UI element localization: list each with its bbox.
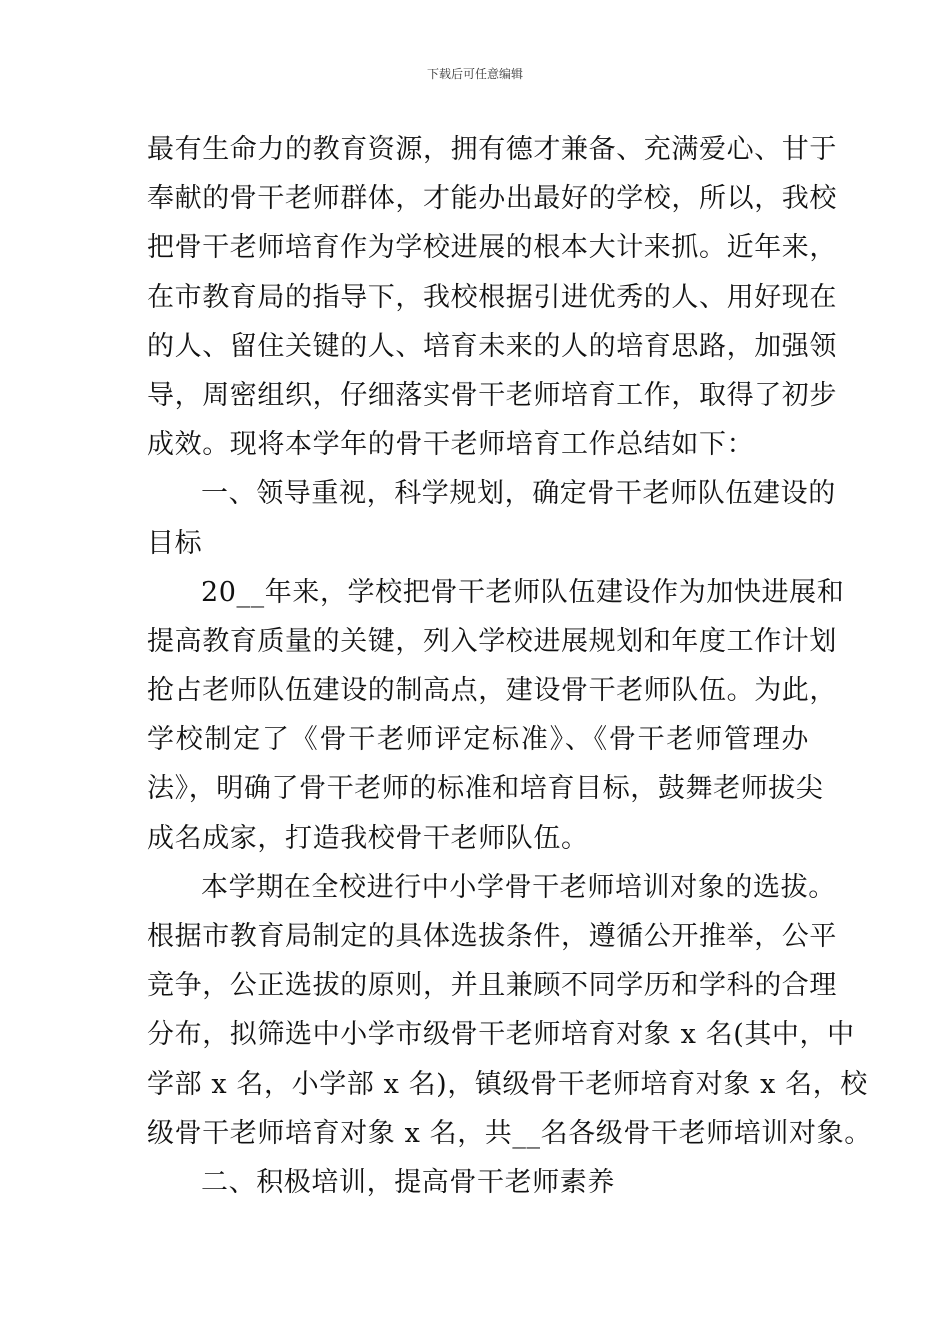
text-line: 把骨干老师培育作为学校进展的根本大计来抓。近年来， [147,232,837,264]
text-line: 最有生命力的教育资源，拥有德才兼备、充满爱心、甘于 [147,134,837,165]
text-line: 的人、留住关键的人、培育未来的人的培育思路，加强领 [147,330,837,362]
text-line: 在市教育局的指导下，我校根据引进优秀的人、用好现在 [147,281,837,313]
text-line: 奉献的骨干老师群体，才能办出最好的学校，所以，我校 [147,183,837,215]
text-line: 成效。现将本学年的骨干老师培育工作总结如下： [147,429,755,461]
text-line: 根据市教育局制定的具体选拔条件，遵循公开推举，公平 [147,921,837,952]
text-line: 学部 x 名，小学部 x 名)，镇级骨干老师培育对象 x 名，校 [147,1068,868,1100]
text-line: 级骨干老师培育对象 x 名，共__名各级骨干老师培训对象。 [147,1117,872,1149]
paragraph-first-line: 一、领导重视，科学规划，确定骨干老师队伍建设的 [201,478,836,510]
text-line: 竞争，公正选拔的原则，并且兼顾不同学历和学科的合理 [147,970,837,1002]
paragraph-first-line: 二、积极培训，提高骨干老师素养 [201,1166,615,1198]
text-line: 导，周密组织，仔细落实骨干老师培育工作，取得了初步 [147,379,837,411]
text-line: 抢占老师队伍建设的制高点，建设骨干老师队伍。为此， [147,675,837,707]
document-body [147,125,872,1207]
text-line: 分布，拟筛选中小学市级骨干老师培育对象 x 名(其中，中 [147,1019,855,1051]
text-line: 成名成家，打造我校骨干老师队伍。 [147,822,589,854]
text-line: 学校制定了《骨干老师评定标准》、《骨干老师管理办 [147,724,809,756]
text-line: 提高教育质量的关键，列入学校进展规划和年度工作计划 [147,625,837,657]
text-line: 法》，明确了骨干老师的标准和培育目标，鼓舞老师拔尖 [147,773,824,805]
text-line: 目标 [147,527,203,559]
paragraph-first-line: 20__年来，学校把骨干老师队伍建设作为加快进展和 [201,576,845,608]
page-header: 下载后可任意编辑 [426,67,523,81]
paragraph-first-line: 本学期在全校进行中小学骨干老师培训对象的选拔。 [201,871,836,903]
